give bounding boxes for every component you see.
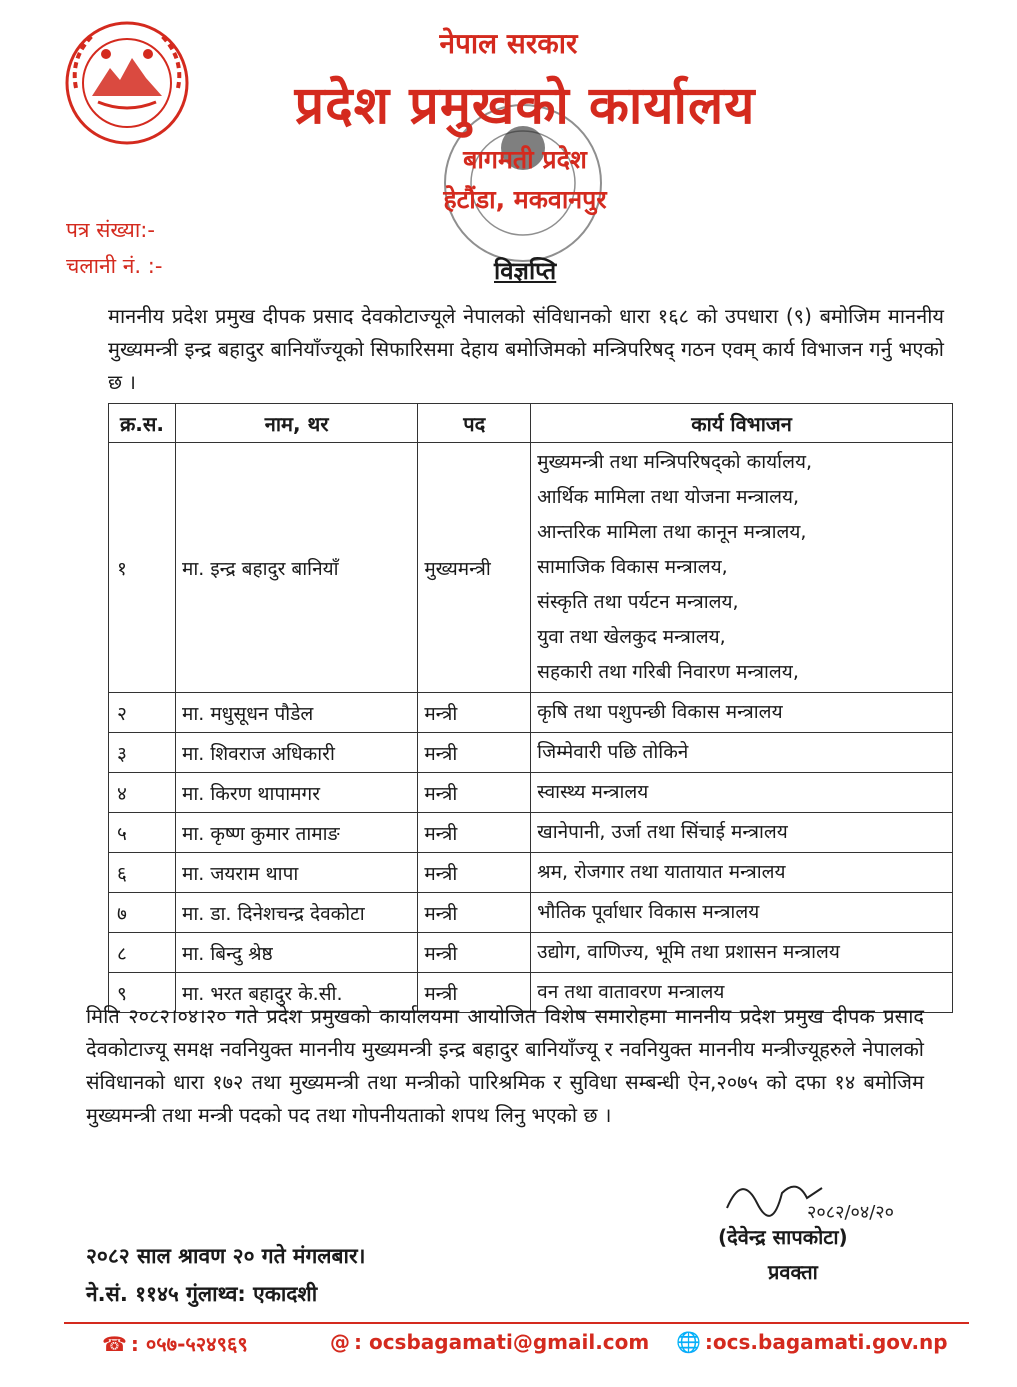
date-bikram-sambat: २०८२ साल श्रावण २० गते मंगलबार। (86, 1244, 366, 1268)
portfolio-item: उद्योग, वाणिज्य, भूमि तथा प्रशासन मन्त्रालय (537, 941, 840, 963)
header-post: पद (418, 404, 531, 443)
row-name: मा. शिवराज अधिकारी (175, 733, 417, 773)
portfolio-item: स्वास्थ्य मन्त्रालय (537, 781, 649, 803)
row-post: मन्त्री (418, 773, 531, 813)
portfolio-item: संस्कृति तथा पर्यटन मन्त्रालय, (537, 591, 739, 613)
row-portfolio (531, 893, 953, 933)
row-sn: २ (109, 693, 176, 733)
phone-icon: ☎ (102, 1332, 127, 1356)
portfolio-item: जिम्मेवारी पछि तोकिने (537, 741, 689, 763)
portfolio-item: सहकारी तथा गरिबी निवारण मन्त्रालय, (537, 661, 799, 683)
portfolio-item: कृषि तथा पशुपन्छी विकास मन्त्रालय (537, 701, 783, 723)
row-portfolio (531, 773, 953, 813)
closing-paragraph: मिति २०८२।०४।२० गते प्रदेश प्रमुखको कार्यालयमा आयोजित विशेष समारोहमा माननीय प्रदेश प्रमुख दीपक प्रसाद देवकोटाज्यू समक्ष नवनियुक्त माननीय मुख्यमन्त्री इन्द्र बहादुर बानियाँज्यू र नवनियुक्त माननीय मन्त्रीज्यूहरुले नेपालको संविधानको धारा १७२ तथा मुख्यमन्त्री तथा मन्त्रीको पारिश्रमिक र सुविधा सम्बन्धी ऐन,२०७५ को दफा १४ बमोजिम मुख्यमन्त्री तथा मन्त्री पदको पद तथा गोपनीयताको शपथ लिनु भएको छ । (86, 1004, 924, 1127)
phone-number: : ०५७-५२४९६९ (130, 1332, 248, 1356)
row-post: मन्त्री (418, 893, 531, 933)
footer-divider (64, 1322, 969, 1324)
row-sn: ९ (109, 973, 176, 1013)
letter-number-label: पत्र संख्या:- (66, 218, 155, 242)
row-post: मन्त्री (418, 813, 531, 853)
table-row (109, 813, 953, 853)
email-address[interactable]: : ocsbagamati@gmail.com (354, 1330, 650, 1354)
row-name: मा. कृष्ण कुमार तामाङ (175, 813, 417, 853)
office-location: हेटौंडा, मकवानपुर (443, 185, 607, 214)
row-portfolio (531, 813, 953, 853)
email-icon: @ (330, 1330, 350, 1354)
signature-date: २०८२/०४/२० (807, 1202, 895, 1223)
table-row (109, 933, 953, 973)
row-sn: ८ (109, 933, 176, 973)
portfolio-item: आर्थिक मामिला तथा योजना मन्त्रालय, (537, 486, 800, 508)
row-name: मा. डा. दिनेशचन्द्र देवकोटा (175, 893, 417, 933)
cabinet-table (108, 403, 953, 1013)
header-name: नाम, थर (175, 404, 417, 443)
row-post: मन्त्री (418, 693, 531, 733)
table-row (109, 733, 953, 773)
table-body (109, 443, 953, 1013)
portfolio-item: मुख्यमन्त्री तथा मन्त्रिपरिषद्को कार्यालय, (537, 451, 813, 473)
row-name: मा. किरण थापामगर (175, 773, 417, 813)
row-sn: १ (109, 443, 176, 693)
row-portfolio (531, 443, 953, 693)
table-row (109, 853, 953, 893)
header-sn: क्र.स. (109, 404, 176, 443)
website-url[interactable]: :ocs.bagamati.gov.np (704, 1330, 948, 1354)
footer-email[interactable] (330, 1330, 649, 1354)
globe-icon: 🌐 (676, 1330, 701, 1354)
row-post: मन्त्री (418, 933, 531, 973)
date-nepal-sambat: ने.सं. ११४५ गुंलाथ्व: एकादशी (86, 1282, 318, 1306)
row-post: मुख्यमन्त्री (418, 443, 531, 693)
portfolio-item: खानेपानी, उर्जा तथा सिंचाई मन्त्रालय (537, 821, 788, 843)
row-name: मा. जयराम थापा (175, 853, 417, 893)
signature-icon (722, 1168, 902, 1228)
row-portfolio (531, 693, 953, 733)
notice-title: विज्ञप्ति (494, 257, 557, 285)
table-row (109, 693, 953, 733)
table-row (109, 443, 953, 693)
header-portfolio: कार्य विभाजन (531, 404, 953, 443)
row-portfolio (531, 733, 953, 773)
portfolio-item: वन तथा वातावरण मन्त्रालय (537, 981, 725, 1003)
row-name: मा. बिन्दु श्रेष्ठ (175, 933, 417, 973)
table-row (109, 893, 953, 933)
row-sn: ३ (109, 733, 176, 773)
dispatch-number-label: चलानी नं. :- (66, 254, 163, 278)
footer-website[interactable] (676, 1330, 948, 1354)
row-post: मन्त्री (418, 853, 531, 893)
row-sn: ५ (109, 813, 176, 853)
spokesperson-name: (देवेन्द्र सापकोटा) (718, 1225, 848, 1249)
row-name: मा. मधुसूधन पौडेल (175, 693, 417, 733)
footer-phone (102, 1330, 248, 1357)
row-post: मन्त्री (418, 733, 531, 773)
row-sn: ४ (109, 773, 176, 813)
intro-paragraph: माननीय प्रदेश प्रमुख दीपक प्रसाद देवकोटाज्यूले नेपालको संविधानको धारा १६८ को उपधारा (९) बमोजिम माननीय मुख्यमन्त्री इन्द्र बहादुर बानियाँज्यूको सिफारिसमा देहाय बमोजिमको मन्त्रिपरिषद् गठन एवम् कार्य विभाजन गर्नु भएको छ । (108, 304, 944, 394)
province-name: बागमती प्रदेश (463, 145, 587, 174)
portfolio-item: युवा तथा खेलकुद मन्त्रालय, (537, 626, 726, 648)
table-header-row (109, 404, 953, 443)
portfolio-item: आन्तरिक मामिला तथा कानून मन्त्रालय, (537, 521, 807, 543)
row-post: मन्त्री (418, 973, 531, 1013)
row-sn: ७ (109, 893, 176, 933)
portfolio-item: श्रम, रोजगार तथा यातायात मन्त्रालय (537, 861, 786, 883)
office-title: प्रदेश प्रमुखको कार्यालय (294, 76, 756, 136)
row-portfolio (531, 853, 953, 893)
table-row (109, 773, 953, 813)
row-sn: ६ (109, 853, 176, 893)
spokesperson-role: प्रवक्ता (768, 1260, 818, 1284)
portfolio-item: भौतिक पूर्वाधार विकास मन्त्रालय (537, 901, 760, 923)
row-portfolio (531, 933, 953, 973)
row-name: मा. भरत बहादुर के.सी. (175, 973, 417, 1013)
government-heading: नेपाल सरकार (439, 27, 578, 60)
portfolio-item: सामाजिक विकास मन्त्रालय, (537, 556, 728, 578)
row-name: मा. इन्द्र बहादुर बानियाँ (175, 443, 417, 693)
